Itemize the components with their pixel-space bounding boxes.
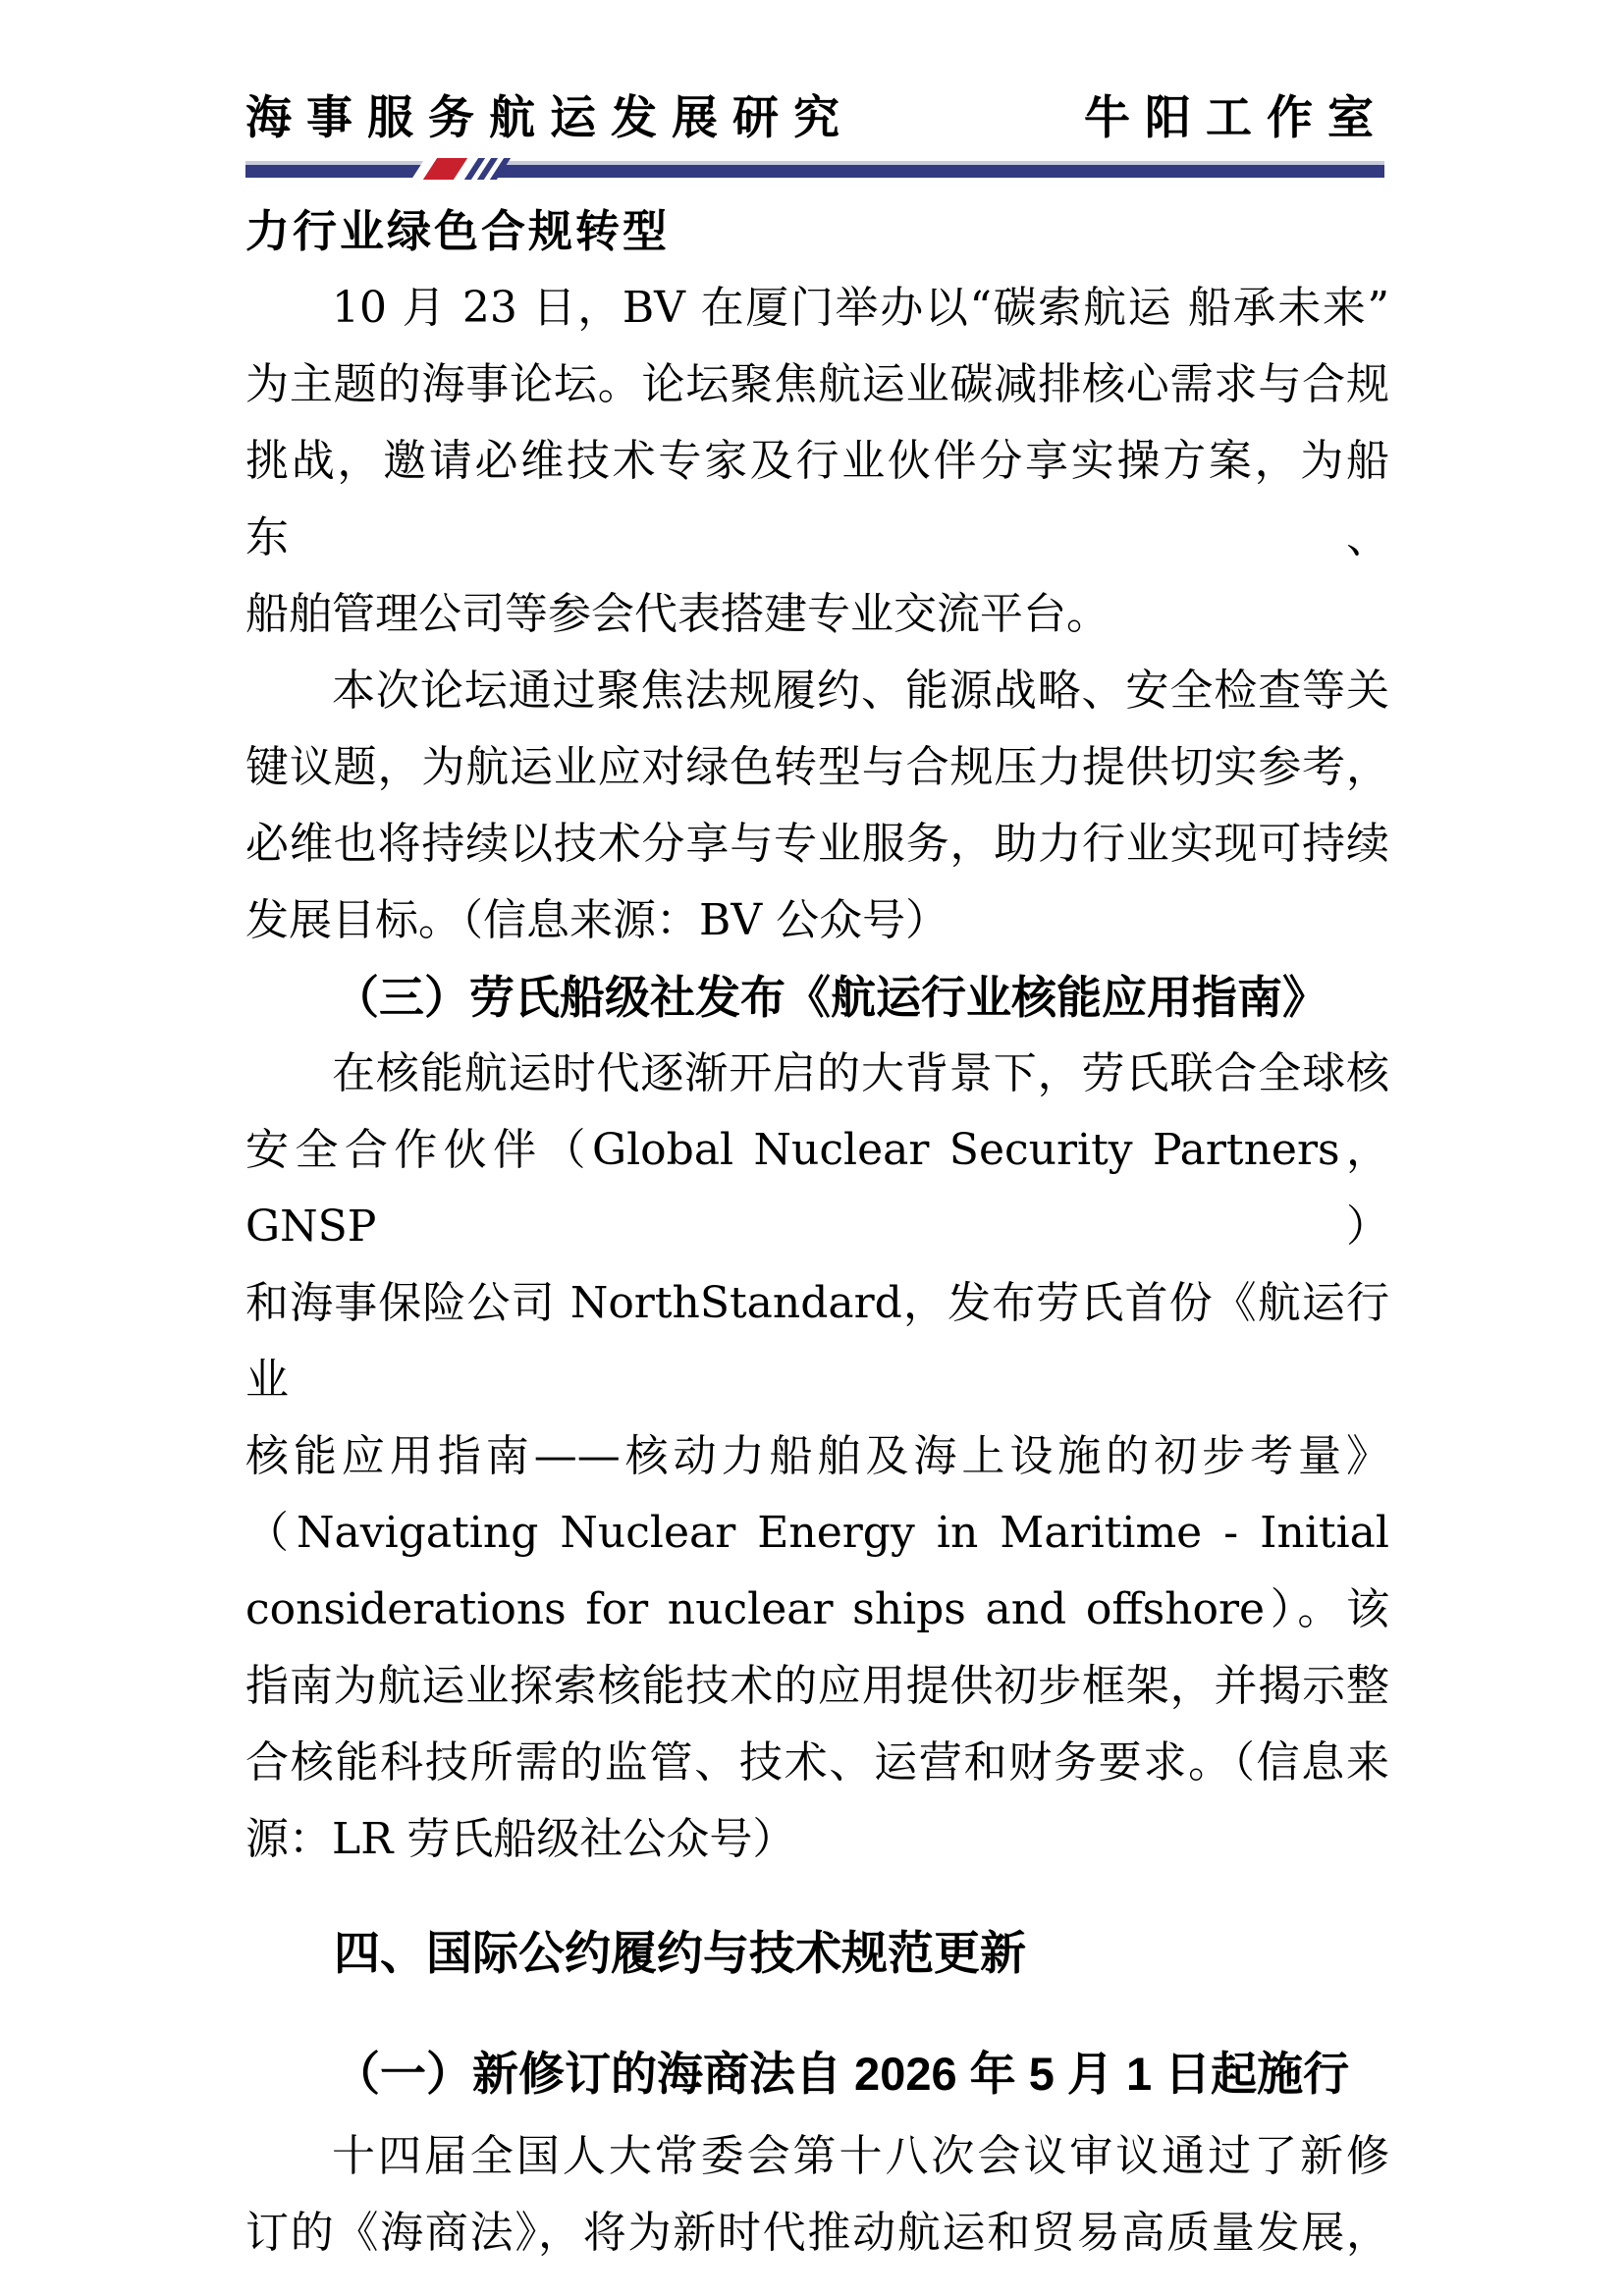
text-line: 源：LR 劳氏船级社公众号）: [245, 1814, 796, 1865]
paragraph: [245, 2118, 1389, 2271]
text-line: 订的《海商法》，将为新时代推动航运和贸易高质量发展，: [245, 2208, 1389, 2259]
header-left-title: 海事服务航运发展研究: [245, 91, 854, 143]
text-line: 挑战，邀请必维技术专家及行业伙伴分享实操方案，为船东、: [245, 436, 1389, 563]
text-line: considerations for nuclear ships and offshore）。该: [245, 1584, 1389, 1635]
header-right-title: 牛阳工作室: [1084, 91, 1388, 143]
text-line: 核能应用指南——核动力船舶及海上设施的初步考量》: [245, 1431, 1389, 1482]
paragraph: [245, 1036, 1389, 1878]
text-line: 四、国际公约履约与技术规范更新: [334, 1927, 1026, 1980]
page-header: [245, 90, 1388, 145]
text-line: （Navigating Nuclear Energy in Maritime - Initial: [245, 1508, 1389, 1559]
text-line: （三）劳氏船级社发布《航运行业核能应用指南》: [334, 971, 1327, 1025]
text-line: 为主题的海事论坛。论坛聚焦航运业碳减排核心需求与合规: [245, 359, 1389, 410]
lead-heading: [245, 193, 1389, 270]
text-line: 船舶管理公司等参会代表搭建专业交流平台。: [245, 589, 1110, 640]
text-line: 安全合作伙伴（Global Nuclear Security Partners，GNSP）: [245, 1125, 1389, 1253]
header-divider-rule: [245, 161, 1384, 178]
section-heading: [245, 1915, 1389, 1992]
text-line: 本次论坛通过聚焦法规履约、能源战略、安全检查等关: [332, 666, 1389, 717]
sub-heading-sans: [245, 2036, 1389, 2112]
text-line: 10 月 23 日，BV 在厦门举办以“碳索航运 船承未来”: [332, 283, 1389, 334]
text-line: 键议题，为航运业应对绿色转型与合规压力提供切实参考，: [245, 742, 1389, 793]
text-line: 和海事保险公司 NorthStandard，发布劳氏首份《航运行业: [245, 1278, 1389, 1406]
document-body: [245, 193, 1389, 2271]
text-line: 合核能科技所需的监管、技术、运营和财务要求。（信息来: [245, 1737, 1389, 1789]
sub-heading-serif: [245, 959, 1389, 1036]
text-line: 十四届全国人大常委会第十八次会议审议通过了新修: [332, 2131, 1389, 2182]
paragraph: [245, 653, 1389, 959]
paragraph: [245, 270, 1389, 653]
text-line: 在核能航运时代逐渐开启的大背景下，劳氏联合全球核: [332, 1048, 1389, 1099]
text-line: 必维也将持续以技术分享与专业服务，助力行业实现可持续: [245, 819, 1389, 870]
text-line: 力行业绿色合规转型: [245, 205, 671, 258]
text-line: 发展目标。（信息来源：BV 公众号）: [245, 895, 949, 946]
text-line: （一）新修订的海商法自 2026 年 5 月 1 日起施行: [334, 2048, 1350, 2101]
text-line: 指南为航运业探索核能技术的应用提供初步框架，并揭示整: [245, 1661, 1389, 1712]
